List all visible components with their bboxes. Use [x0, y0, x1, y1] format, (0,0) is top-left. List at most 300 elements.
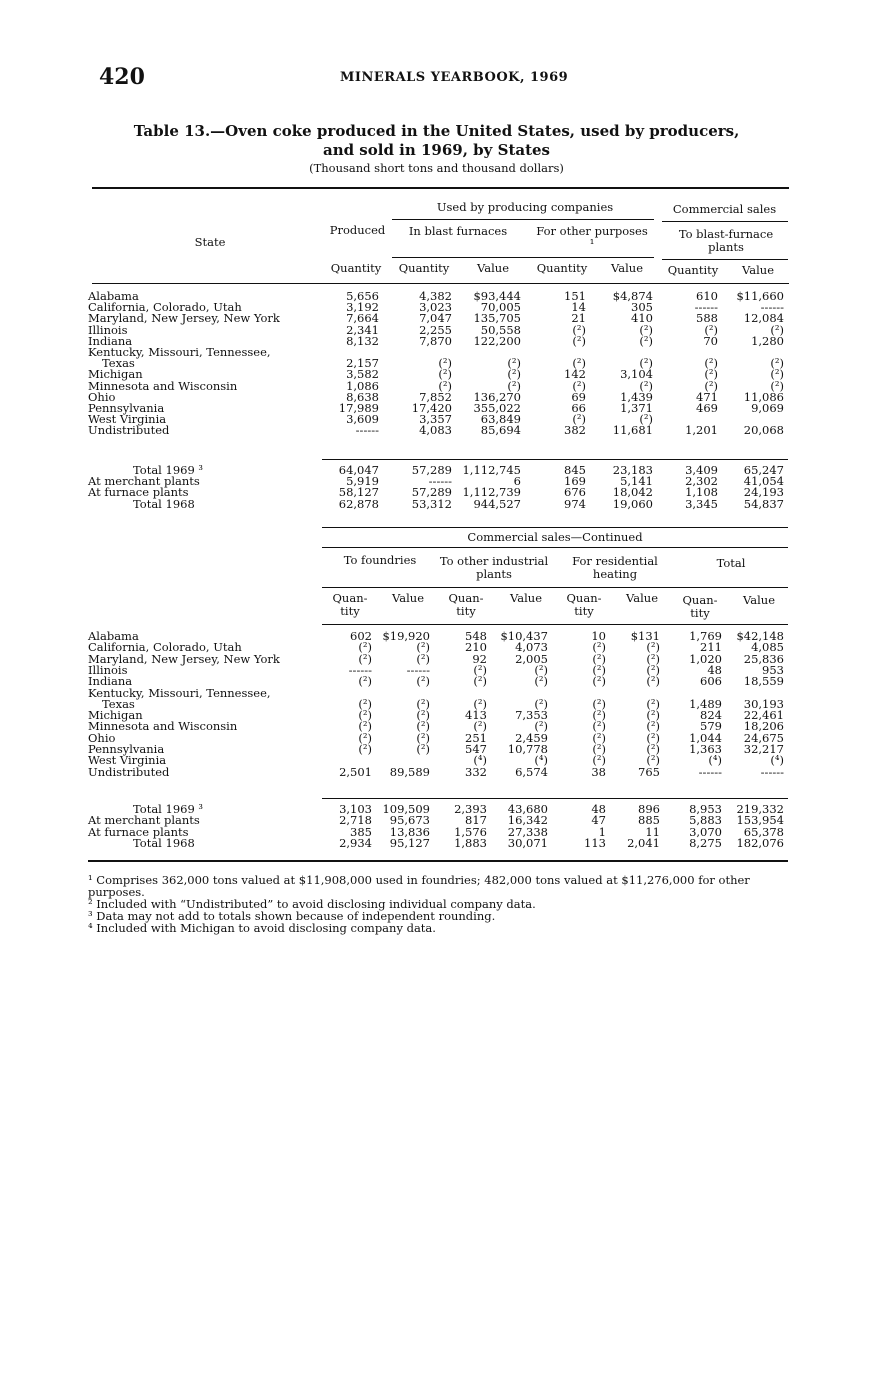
- value-header: Value: [626, 591, 658, 605]
- table-cell: 953: [762, 662, 784, 677]
- table-cell: $19,920: [382, 629, 430, 643]
- foundries-header: To foundries: [343, 553, 417, 567]
- table-cell: ------: [406, 662, 430, 677]
- table-cell: 471: [696, 389, 718, 404]
- table-cell: (²): [572, 333, 586, 348]
- table-cell: 19,060: [612, 496, 653, 511]
- table-cell: (²): [639, 412, 653, 427]
- table-cell: 17,420: [411, 401, 452, 415]
- table-cell: (²): [592, 640, 606, 655]
- footnote-1: ¹ Comprises 362,000 tons valued at $11,908,000 used in foundries; 482,000 tons valued at $11,276,000 for other purposes.: [88, 873, 750, 899]
- table-cell: (²): [592, 651, 606, 666]
- table-cell: (²): [646, 708, 660, 723]
- table-cell: 3,070: [689, 824, 722, 839]
- table-cell: 7,664: [346, 311, 379, 326]
- table-cell: 11,086: [743, 389, 784, 404]
- table-cell: 95,673: [389, 813, 430, 828]
- table-cell: 3,609: [346, 412, 379, 427]
- total-header: Total: [716, 556, 746, 570]
- table-cell: (²): [438, 367, 452, 382]
- table-cell: (²): [534, 674, 548, 689]
- row-label: Minnesota and Wisconsin: [88, 378, 238, 393]
- table-cell: (²): [507, 378, 521, 393]
- row-label: Maryland, New Jersey, New York: [88, 311, 280, 326]
- row-label: Undistributed: [88, 764, 170, 779]
- table-cell: (²): [438, 378, 452, 393]
- table-cell: 974: [564, 496, 586, 511]
- table-cell: 18,206: [743, 719, 784, 734]
- value-header: Value: [611, 261, 643, 275]
- footnote-3: ³ Data may not add to totals shown because of independent rounding.: [88, 909, 496, 923]
- table-cell: 109,509: [382, 802, 430, 816]
- table-subtitle: (Thousand short tons and thousand dollars): [309, 161, 564, 175]
- table-cell: (²): [507, 367, 521, 382]
- rule: [92, 283, 789, 284]
- table-cell: 2,341: [346, 322, 379, 337]
- table-cell: 5,656: [346, 289, 379, 303]
- row-label: Alabama: [88, 289, 139, 303]
- table1-top-rule: [92, 187, 789, 189]
- table-cell: 413: [465, 708, 487, 723]
- table-cell: (²): [416, 742, 430, 756]
- table-cell: 3,409: [685, 463, 718, 477]
- table-cell: 17,989: [338, 401, 379, 415]
- table-cell: 1,020: [689, 651, 722, 666]
- table-cell: ------: [694, 300, 718, 315]
- page-number: 420: [99, 64, 145, 90]
- table-cell: (²): [358, 651, 372, 666]
- table-cell: 3,345: [685, 496, 718, 511]
- table-cell: 22,461: [743, 708, 784, 723]
- rule: [322, 547, 788, 548]
- row-label: Total 1969 ³: [133, 802, 204, 816]
- table-cell: 95,127: [389, 835, 430, 850]
- table-cell: (²): [358, 742, 372, 756]
- table-cell: (²): [358, 640, 372, 655]
- table-cell: 50,558: [480, 322, 521, 337]
- table-cell: 8,638: [346, 389, 379, 404]
- table-row: [88, 744, 788, 755]
- rule: [322, 624, 788, 625]
- table-cell: 69: [571, 389, 586, 404]
- quantity-header: Quan- tity: [566, 591, 602, 618]
- table-cell: 211: [700, 640, 722, 655]
- table-cell: 1,489: [689, 696, 722, 711]
- table-cell: 169: [564, 474, 586, 489]
- table-cell: 182,076: [736, 835, 784, 850]
- table-cell: 8,132: [346, 333, 379, 348]
- table-cell: (²): [416, 708, 430, 723]
- table-cell: (⁴): [534, 753, 548, 768]
- row-label: Texas: [102, 696, 135, 711]
- rule: [322, 798, 788, 799]
- table-cell: 8,275: [689, 835, 722, 850]
- table-cell: (²): [473, 662, 487, 677]
- table-row: [88, 764, 788, 779]
- table-cell: 63,849: [480, 412, 521, 427]
- row-label: Pennsylvania: [88, 742, 165, 756]
- table-cell: 41,054: [743, 474, 784, 489]
- table-cell: 66: [571, 401, 586, 415]
- table-cell: (²): [438, 356, 452, 371]
- table-cell: 70,005: [480, 300, 521, 315]
- table-cell: 547: [465, 742, 487, 756]
- table-cell: (²): [646, 651, 660, 666]
- row-label: Total 1968: [133, 835, 195, 850]
- table-cell: 1,883: [454, 835, 487, 850]
- table-cell: 2,501: [339, 764, 372, 779]
- table-cell: ------: [760, 764, 784, 779]
- table-row: [88, 685, 788, 700]
- quantity-header: Quantity: [536, 261, 588, 275]
- table-cell: $93,444: [473, 289, 521, 303]
- table-cell: $11,660: [736, 289, 784, 303]
- table-cell: 602: [350, 629, 372, 643]
- table-cell: 30,193: [743, 696, 784, 711]
- row-label: California, Colorado, Utah: [88, 300, 242, 315]
- table-cell: 135,705: [473, 311, 521, 326]
- table-cell: (²): [639, 378, 653, 393]
- row-label: At furnace plants: [88, 824, 189, 839]
- table-cell: 5,919: [346, 474, 379, 489]
- table-cell: 305: [631, 300, 653, 315]
- table-cell: (²): [639, 333, 653, 348]
- table-cell: 18,559: [743, 674, 784, 689]
- table-cell: 355,022: [473, 401, 521, 415]
- table-cell: 845: [564, 463, 586, 477]
- table-cell: 2,255: [419, 322, 452, 337]
- table-cell: 251: [465, 730, 487, 745]
- table-cell: (²): [704, 378, 718, 393]
- table-cell: (²): [770, 367, 784, 382]
- row-label: Minnesota and Wisconsin: [88, 719, 238, 734]
- table-row: [88, 425, 788, 436]
- table-cell: 1,576: [454, 824, 487, 839]
- table-cell: 25,836: [743, 651, 784, 666]
- table-cell: (²): [358, 708, 372, 723]
- row-label: Maryland, New Jersey, New York: [88, 651, 280, 666]
- table-cell: (²): [770, 322, 784, 337]
- table-cell: (⁴): [708, 753, 722, 768]
- table-cell: (²): [704, 356, 718, 371]
- table-cell: (²): [416, 651, 430, 666]
- table-cell: 817: [465, 813, 487, 828]
- value-header: Value: [392, 591, 424, 605]
- table-cell: 2,041: [627, 835, 660, 850]
- table-cell: (²): [473, 674, 487, 689]
- table-cell: 382: [564, 423, 586, 438]
- table-cell: 1,280: [751, 333, 784, 348]
- table-cell: 2,157: [346, 356, 379, 371]
- table-cell: 210: [465, 640, 487, 655]
- row-label: Total 1969 ³: [133, 463, 204, 477]
- table-title-line2: and sold in 1969, by States: [322, 141, 551, 159]
- table-cell: 2,718: [339, 813, 372, 828]
- row-label: Illinois: [88, 662, 128, 677]
- table-cell: 1,439: [620, 389, 653, 404]
- blast-header: In blast furnaces: [408, 224, 508, 238]
- row-label: Kentucky, Missouri, Tennessee,: [88, 345, 271, 359]
- row-label: Michigan: [88, 708, 143, 723]
- table-cell: 219,332: [736, 802, 784, 816]
- table-row: [88, 755, 788, 766]
- produced-header: Produced: [329, 223, 386, 237]
- running-head: MINERALS YEARBOOK, 1969: [340, 70, 569, 85]
- table-cell: 10: [591, 629, 606, 643]
- table-cell: 151: [564, 289, 586, 303]
- table-cell: 7,353: [515, 708, 548, 723]
- table-cell: (²): [416, 719, 430, 734]
- state-header: State: [194, 235, 226, 249]
- table-cell: 10,778: [507, 742, 548, 756]
- table-cell: (²): [358, 730, 372, 745]
- table-cell: (²): [592, 742, 606, 756]
- table-cell: (²): [646, 730, 660, 745]
- other-purposes-header: For other purposes ¹: [536, 224, 648, 251]
- table-cell: 579: [700, 719, 722, 734]
- table-cell: 65,247: [743, 463, 784, 477]
- table-row: [88, 662, 788, 677]
- table-cell: 824: [700, 708, 722, 723]
- quantity-header: Quan- tity: [682, 593, 718, 620]
- table-cell: (²): [646, 662, 660, 677]
- table-cell: 64,047: [338, 463, 379, 477]
- table-cell: 1,112,745: [462, 463, 521, 477]
- table-cell: 385: [350, 824, 372, 839]
- table-cell: (²): [473, 719, 487, 734]
- table-cell: 944,527: [473, 496, 521, 511]
- table-cell: 2,005: [515, 651, 548, 666]
- table-row: [88, 496, 788, 511]
- residential-header: For residential heating: [572, 554, 658, 581]
- table-cell: $42,148: [736, 629, 784, 643]
- commercial-group-header: Commercial sales: [672, 202, 777, 216]
- table-cell: (²): [507, 356, 521, 371]
- table-cell: 38: [591, 764, 606, 779]
- table-cell: 3,582: [346, 367, 379, 382]
- table-cell: 676: [564, 485, 586, 500]
- table-cell: $4,874: [612, 289, 653, 303]
- table-cell: (²): [704, 367, 718, 382]
- table-cell: (²): [639, 322, 653, 337]
- row-label: Texas: [102, 356, 135, 371]
- table-cell: 7,870: [419, 333, 452, 348]
- table-cell: (²): [704, 322, 718, 337]
- blast-plants-header: To blast-furnace plants: [678, 227, 774, 254]
- table-cell: (²): [534, 662, 548, 677]
- table-cell: 89,589: [389, 764, 430, 779]
- rule: [662, 221, 788, 222]
- table-cell: (²): [416, 730, 430, 745]
- table-cell: 4,083: [419, 423, 452, 438]
- table-cell: 2,934: [339, 835, 372, 850]
- table-cell: 9,069: [751, 401, 784, 415]
- quantity-header: Quan- tity: [332, 591, 368, 618]
- table-cell: 606: [700, 674, 722, 689]
- table-cell: ------: [428, 474, 452, 489]
- table-cell: 588: [696, 311, 718, 326]
- table-cell: 58,127: [338, 485, 379, 500]
- row-label: Indiana: [88, 674, 133, 689]
- row-label: Illinois: [88, 322, 128, 337]
- table-row: [88, 696, 788, 711]
- table-cell: (⁴): [770, 753, 784, 768]
- quantity-header: Quantity: [667, 263, 719, 277]
- table-cell: 3,023: [419, 300, 452, 315]
- table-row: [88, 835, 788, 850]
- table-cell: 18,042: [612, 485, 653, 500]
- table-cell: 4,085: [751, 640, 784, 655]
- row-label: Indiana: [88, 333, 133, 348]
- rule: [322, 527, 788, 528]
- table-cell: 1,769: [689, 629, 722, 643]
- table-cell: 20,068: [743, 423, 784, 438]
- table-cell: 92: [472, 651, 487, 666]
- table-cell: 13,836: [389, 824, 430, 839]
- table-cell: 65,378: [743, 824, 784, 839]
- table-cell: (²): [592, 730, 606, 745]
- table-cell: 14: [571, 300, 586, 315]
- table-cell: (²): [592, 719, 606, 734]
- table-cell: 3,357: [419, 412, 452, 427]
- table-row: [88, 721, 788, 732]
- rule: [322, 587, 788, 588]
- rule: [392, 219, 654, 220]
- table-cell: (²): [592, 753, 606, 768]
- row-label: Pennsylvania: [88, 401, 165, 415]
- table-cell: 5,141: [620, 474, 653, 489]
- table-cell: 30,071: [507, 835, 548, 850]
- table-cell: (²): [534, 696, 548, 711]
- table-cell: (²): [358, 674, 372, 689]
- table-cell: 11: [645, 824, 660, 839]
- table-cell: 57,289: [411, 485, 452, 500]
- table-cell: (²): [416, 696, 430, 711]
- table-cell: 136,270: [473, 389, 521, 404]
- quantity-header: Quan- tity: [448, 591, 484, 618]
- table-cell: 1,086: [346, 378, 379, 393]
- table-cell: 7,047: [419, 311, 452, 326]
- rule: [322, 459, 788, 460]
- table-cell: (²): [416, 674, 430, 689]
- table-cell: 1,108: [685, 485, 718, 500]
- table-cell: 153,954: [736, 813, 784, 828]
- rule: [662, 259, 788, 260]
- row-label: West Virginia: [88, 412, 167, 427]
- table-cell: 7,852: [419, 389, 452, 404]
- table-cell: 21: [571, 311, 586, 326]
- table-cell: (²): [473, 696, 487, 711]
- table-cell: 1,044: [689, 730, 722, 745]
- table-cell: 122,200: [473, 333, 521, 348]
- table-row: [88, 815, 788, 826]
- table-cell: 43,680: [507, 802, 548, 816]
- table-cell: 142: [564, 367, 586, 382]
- table-cell: 3,103: [339, 802, 372, 816]
- value-header: Value: [510, 591, 542, 605]
- table-cell: 48: [707, 662, 722, 677]
- table-cell: 12,084: [743, 311, 784, 326]
- table-cell: 1,112,739: [462, 485, 521, 500]
- row-label: At merchant plants: [88, 474, 200, 489]
- table-cell: $10,437: [500, 629, 548, 643]
- table-cell: (²): [646, 719, 660, 734]
- table-cell: ------: [698, 764, 722, 779]
- row-label: Undistributed: [88, 423, 170, 438]
- table-cell: $131: [630, 629, 660, 643]
- quantity-header: Quantity: [330, 261, 382, 275]
- table-cell: (²): [572, 378, 586, 393]
- row-label: Ohio: [88, 389, 116, 404]
- row-label: California, Colorado, Utah: [88, 640, 242, 655]
- table-cell: 27,338: [507, 824, 548, 839]
- table-row: [88, 651, 788, 666]
- table-title: Table 13.—Oven coke produced in the United States, used by producers,: [133, 122, 740, 140]
- table-cell: 4,382: [419, 289, 452, 303]
- table-cell: (²): [592, 708, 606, 723]
- commercial-continued-header: Commercial sales—Continued: [467, 530, 643, 544]
- table-cell: 113: [584, 835, 606, 850]
- table-cell: 6: [513, 474, 521, 489]
- footnote-4: ⁴ Included with Michigan to avoid disclosing company data.: [88, 921, 436, 935]
- table-cell: (²): [534, 719, 548, 734]
- table-cell: (²): [572, 356, 586, 371]
- row-label: At furnace plants: [88, 485, 189, 500]
- table-cell: (²): [358, 719, 372, 734]
- table-cell: 16,342: [507, 813, 548, 828]
- table-cell: 610: [696, 289, 718, 303]
- table-cell: ------: [348, 662, 372, 677]
- row-label: Michigan: [88, 367, 143, 382]
- table-cell: 23,183: [612, 463, 653, 477]
- table-cell: 54,837: [743, 496, 784, 511]
- table-cell: 24,193: [743, 485, 784, 500]
- table-cell: 3,192: [346, 300, 379, 315]
- table-cell: 6,574: [515, 764, 548, 779]
- value-header: Value: [743, 593, 775, 607]
- table-cell: (²): [646, 674, 660, 689]
- table-cell: (²): [592, 662, 606, 677]
- table-cell: (⁴): [473, 753, 487, 768]
- table-cell: (²): [572, 322, 586, 337]
- table-cell: 1,363: [689, 742, 722, 756]
- table-cell: 1,371: [620, 401, 653, 415]
- row-label: Ohio: [88, 730, 116, 745]
- table-cell: (²): [770, 356, 784, 371]
- table-cell: 3,104: [620, 367, 653, 382]
- table-cell: 47: [591, 813, 606, 828]
- table-cell: ------: [355, 423, 379, 438]
- table-row: [88, 730, 788, 745]
- row-label: At merchant plants: [88, 813, 200, 828]
- table-cell: (²): [639, 356, 653, 371]
- table-cell: (²): [646, 753, 660, 768]
- table-cell: (²): [646, 742, 660, 756]
- table-cell: 548: [465, 629, 487, 643]
- table-cell: 2,459: [515, 730, 548, 745]
- table-cell: (²): [592, 696, 606, 711]
- table-cell: (²): [358, 696, 372, 711]
- table-cell: (²): [592, 674, 606, 689]
- table-cell: (²): [770, 378, 784, 393]
- table-cell: 85,694: [480, 423, 521, 438]
- table-cell: 896: [638, 802, 660, 816]
- table-cell: 2,302: [685, 474, 718, 489]
- value-header: Value: [477, 261, 509, 275]
- table-cell: 53,312: [411, 496, 452, 511]
- table-cell: (²): [646, 696, 660, 711]
- footnote-2: ² Included with “Undistributed” to avoid disclosing individual company data.: [88, 897, 536, 911]
